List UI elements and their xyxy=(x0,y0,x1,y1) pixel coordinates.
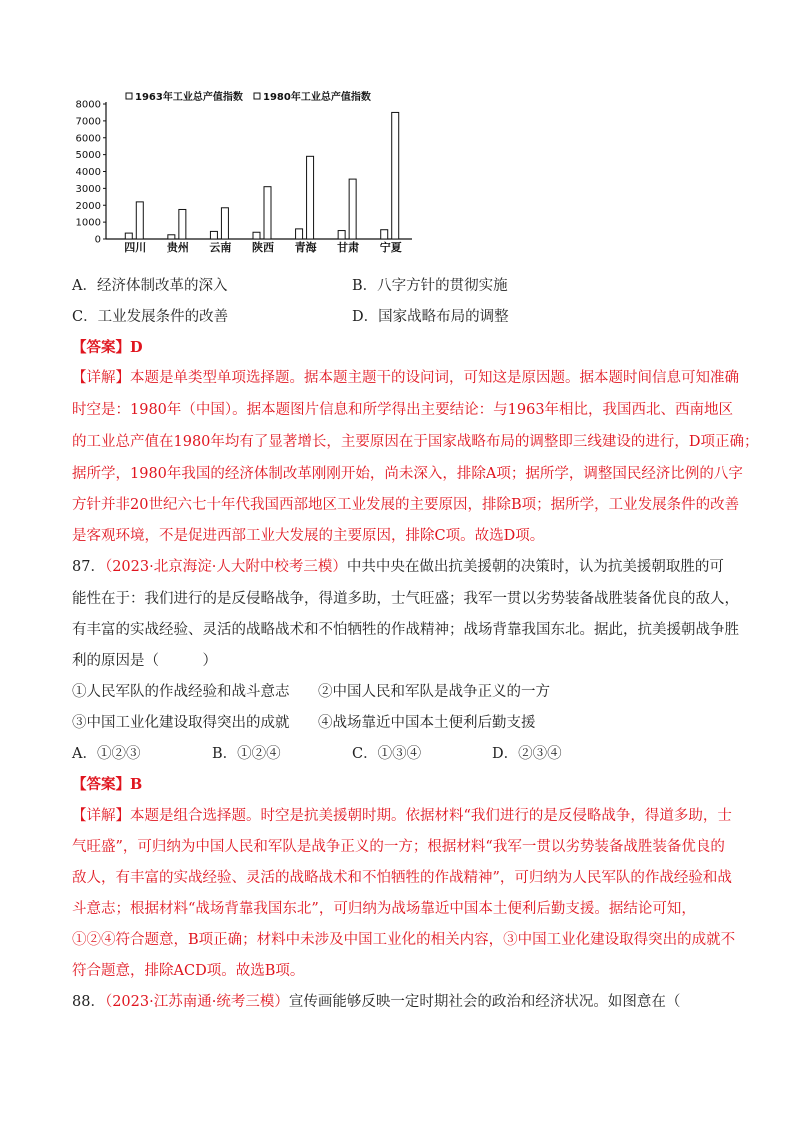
chart-bars xyxy=(125,112,398,239)
category-label: 贵州 xyxy=(166,241,189,254)
industrial-output-chart xyxy=(66,84,426,264)
q86-option-b: B．八字方针的贯彻实施 xyxy=(352,278,508,294)
q88-source: （2023·江苏南通·统考三模） xyxy=(104,994,289,1010)
bar-1963-2 xyxy=(210,231,217,239)
q86-option-c: C．工业发展条件的改善 xyxy=(72,309,229,325)
bar-1980-1 xyxy=(179,209,186,239)
category-label: 青海 xyxy=(294,241,317,254)
y-tick-label: 3000 xyxy=(75,183,101,195)
q87-number: 87． xyxy=(72,559,105,575)
category-label: 陕西 xyxy=(252,241,274,254)
q87-explain-line: 气旺盛”，可归纳为中国人民和军队是战争正义的一方；根据材料“我军一贯以劣势装备战胜装备优良的 xyxy=(72,839,725,855)
q88-stem: 宣传画能够反映一定时期社会的政治和经济状况。如图意在（ xyxy=(288,994,681,1010)
q87-stem-line: 能性在于：我们进行的是反侵略战争，得道多助，士气旺盛；我军一贯以劣势装备战胜装备优良的敌人， xyxy=(72,591,739,607)
category-label: 宁夏 xyxy=(379,241,402,254)
y-tick-label: 1000 xyxy=(75,217,101,229)
bar-1980-4 xyxy=(307,156,314,239)
legend-label: 1980年工业总产值指数 xyxy=(263,92,371,103)
q87-stem: 中共中央在做出抗美援朝的决策时，认为抗美援朝取胜的可 xyxy=(346,559,724,575)
legend-label: 1963年工业总产值指数 xyxy=(135,92,243,103)
q88-stem-line xyxy=(72,992,680,1012)
q86-explain-line: 【详解】本题是单类型单项选择题。据本题主题干的设问词，可知这是原因题。据本题时间信息可知准确 xyxy=(72,370,739,386)
chart-categories xyxy=(124,240,401,254)
q87-explain-line: 符合题意，排除ACD项。故选B项。 xyxy=(72,963,305,979)
q87-option-d: D．②③④ xyxy=(492,746,562,762)
q87-stem-line: 有丰富的实战经验、灵活的战略战术和不怕牺牲的作战精神；战场背靠我国东北。据此，抗美援朝战争胜 xyxy=(72,622,739,638)
q87-explain-line: 斗意志；根据材料“战场背靠我国东北”，可归纳为战场靠近中国本土便利后勤支援。据结论可知， xyxy=(72,901,696,917)
bar-1963-4 xyxy=(296,229,303,239)
bar-1963-5 xyxy=(338,231,345,239)
y-tick-label: 5000 xyxy=(75,150,101,162)
chart-ticks xyxy=(76,100,106,246)
q86-explain-line: 的工业总产值在1980年均有了显著增长，主要原因在于国家战略布局的调整即三线建设的进行，D项正确； xyxy=(72,434,759,450)
category-label: 四川 xyxy=(124,241,147,254)
bar-1980-3 xyxy=(264,187,271,239)
legend-swatch xyxy=(126,93,132,99)
q87-stem-line: 利的原因是（ ） xyxy=(72,653,217,669)
bar-1980-6 xyxy=(392,112,399,239)
q87-explain-line: ①②④符合题意，B项正确；材料中未涉及中国工业化的相关内容，③中国工业化建设取得突出的成就不 xyxy=(72,932,736,948)
q87-item-2: ②中国人民和军队是战争正义的一方 xyxy=(318,684,550,700)
q88-number: 88． xyxy=(72,994,105,1010)
y-tick-label: 8000 xyxy=(75,99,101,111)
q87-explain-line: 【详解】本题是组合选择题。时空是抗美援朝时期。依据材料“我们进行的是反侵略战争，得道多助，士 xyxy=(72,808,732,824)
q87-item-1: ①人民军队的作战经验和战斗意志 xyxy=(72,684,290,700)
bar-1963-3 xyxy=(253,232,260,239)
y-tick-label: 4000 xyxy=(75,167,101,178)
q86-answer: 【答案】D xyxy=(72,339,143,356)
bar-1980-0 xyxy=(136,202,143,239)
legend-swatch xyxy=(254,93,260,99)
chart-legend xyxy=(126,90,371,103)
bar-1963-6 xyxy=(381,230,388,239)
q87-option-b: B．①②④ xyxy=(212,746,281,762)
bar-1980-5 xyxy=(349,179,356,239)
q87-explain-line: 敌人，有丰富的实战经验、灵活的战略战术和不怕牺牲的作战精神”，可归纳为人民军队的作战经验和战 xyxy=(72,870,732,886)
q87-answer: 【答案】B xyxy=(72,776,143,793)
category-label: 甘肃 xyxy=(337,241,360,254)
chart-axes xyxy=(106,102,412,239)
q86-explain-line: 据所学，1980年我国的经济体制改革刚刚开始，尚未深入，排除A项；据所学，调整国民经济比例的八字 xyxy=(72,466,743,482)
q86-option-d: D．国家战略布局的调整 xyxy=(352,309,509,325)
q86-explain-line: 时空是：1980年（中国）。据本题图片信息和所学得出主要结论：与1963年相比，我国西北、西南地区 xyxy=(72,402,734,418)
y-tick-label: 6000 xyxy=(75,133,101,145)
y-tick-label: 0 xyxy=(94,234,101,246)
category-label: 云南 xyxy=(209,241,232,254)
q87-option-c: C．①③④ xyxy=(352,746,422,762)
q87-item-3: ③中国工业化建设取得突出的成就 xyxy=(72,715,290,731)
q87-item-4: ④战场靠近中国本土便利后勤支援 xyxy=(318,715,536,731)
y-tick-label: 7000 xyxy=(75,116,101,128)
q87-source: （2023·北京海淀·人大附中校考三模） xyxy=(104,559,347,575)
bar-1963-0 xyxy=(125,233,132,239)
q86-explain-line: 是客观环境，不是促进西部工业大发展的主要原因，排除C项。故选D项。 xyxy=(72,528,545,544)
q87-option-a: A．①②③ xyxy=(72,746,141,762)
y-tick-label: 2000 xyxy=(75,200,101,212)
q87-stem-first-line xyxy=(72,557,724,577)
q86-explain-line: 方针并非20世纪六七十年代我国西部地区工业发展的主要原因，排除B项；据所学，工业发展条件的改善 xyxy=(72,497,740,513)
bar-1980-2 xyxy=(221,208,228,239)
bar-1963-1 xyxy=(168,235,175,239)
q86-option-a: A．经济体制改革的深入 xyxy=(72,278,228,294)
